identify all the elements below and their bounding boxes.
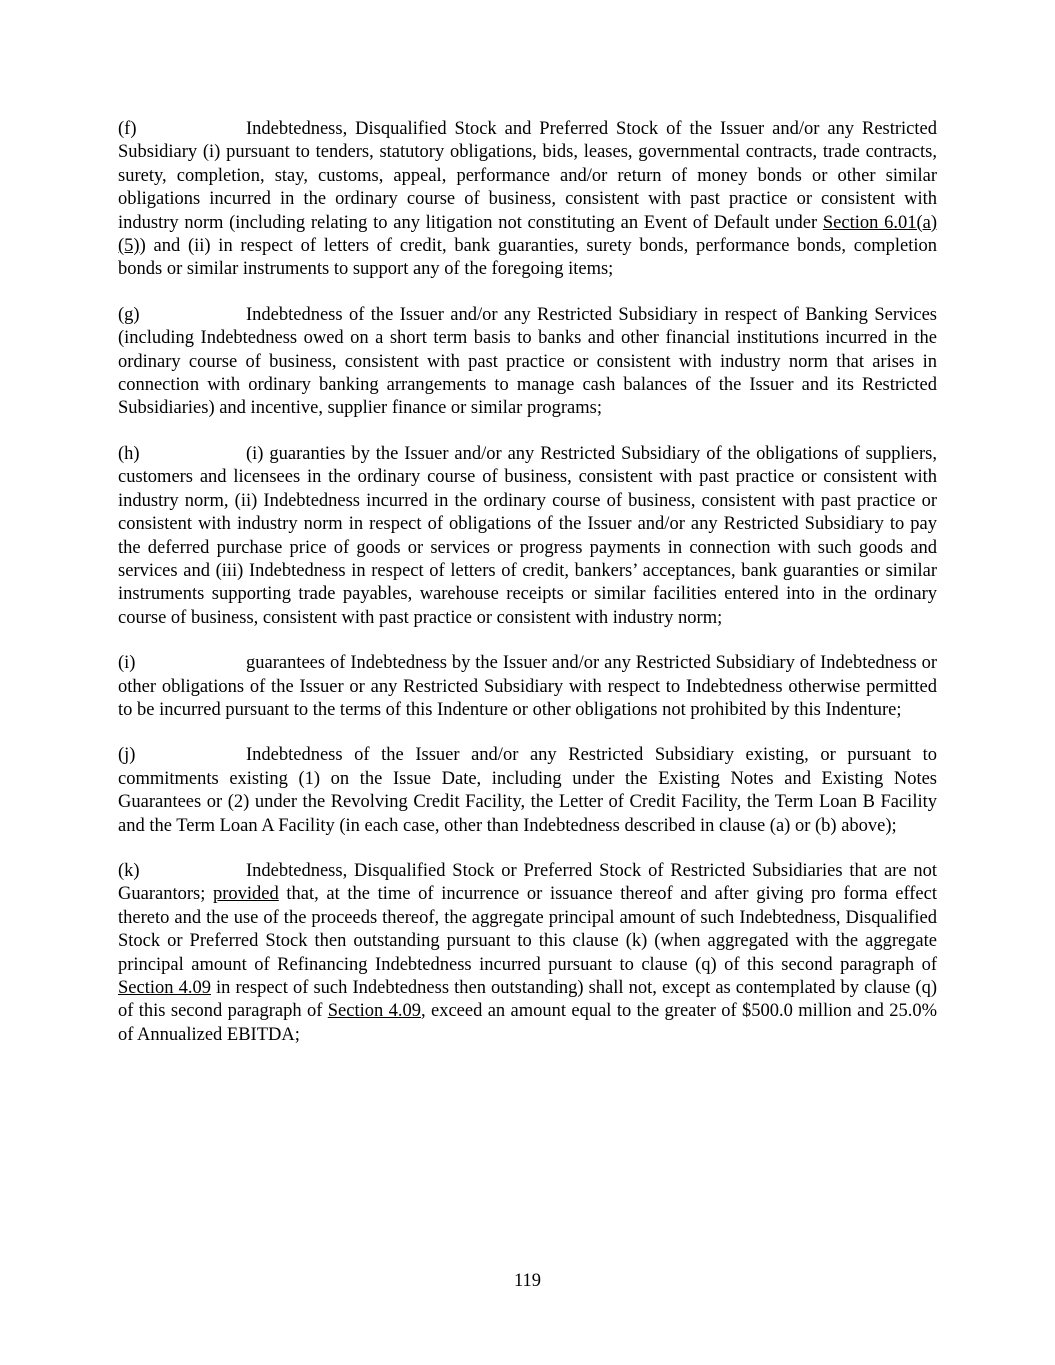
clause-paragraph [118, 652, 937, 722]
clause-marker: (f) [118, 119, 137, 139]
clause-indent [118, 860, 246, 883]
clause-paragraph [118, 443, 937, 630]
clause-indent [118, 118, 246, 141]
clause-text: ) and (ii) in respect of letters of credit, bank guaranties, surety bonds, performance bonds, completion bonds or similar instruments to support any of the foregoing items; [118, 236, 937, 280]
clause-text: Indebtedness of the Issuer and/or any Restricted Subsidiary in respect of Banking Services (including Indebtedness owed on a short term basis to banks and other financial institutions incurred in the ordinary course of business, consistent with past practice or consistent with industry norm that arises in connection with ordinary banking arrangements to manage cash balances of the Issuer and its Restricted Subsidiaries) and incentive, supplier finance or similar programs; [118, 304, 937, 419]
clause-paragraph [118, 304, 937, 421]
clause-indent [118, 443, 246, 466]
clause-marker: (h) [118, 443, 140, 464]
clause-indent [118, 304, 246, 327]
clause-marker: (g) [118, 304, 140, 325]
clause-text: guarantees of Indebtedness by the Issuer and/or any Restricted Subsidiary of Indebtedness or other obligations of the Issuer or any Restricted Subsidiary with respect to Indebtedness otherwise permitted to be incurred pursuant to the terms of this Indenture or other obligations not prohibited by this Indenture; [118, 653, 937, 720]
clause-indent [118, 744, 246, 767]
clause-marker: (k) [118, 860, 140, 881]
clause-text: that, at the time of incurrence or issuance thereof and after giving pro forma effect thereto and the use of the proceeds thereof, the aggregate principal amount of such Indebtedness, Disqualified Stock or Preferred Stock then outstanding pursuant to this clause (k) (when aggregated with the aggregate principal amount of Refinancing Indebtedness incurred pursuant to clause (q) of this second paragraph of [118, 884, 937, 975]
clause-text: in respect of such Indebtedness then outstanding) shall not, except as contemplated by clause (q) of this second paragraph of [118, 978, 937, 1022]
clause-paragraph [118, 744, 937, 838]
page-number: 119 [513, 1271, 542, 1291]
clause-paragraph [118, 860, 937, 1047]
clause-text: Indebtedness of the Issuer and/or any Restricted Subsidiary existing, or pursuant to commitments existing (1) on the Issue Date, including under the Existing Notes and Existing Notes Guarantees or (2) under the Revolving Credit Facility, the Letter of Credit Facility, the Term Loan B Facility and the Term Loan A Facility (in each case, other than Indebtedness described in clause (a) or (b) above); [118, 745, 937, 836]
clause-marker: (j) [118, 745, 136, 766]
section-reference: provided [212, 884, 279, 905]
clause-indent [118, 652, 246, 675]
clause-text: (i) guaranties by the Issuer and/or any Restricted Subsidiary of the obligations of suppliers, customers and licensees in the ordinary course of business, consistent with past practice or consistent with industry norm, (ii) Indebtedness incurred in the ordinary course of business, consistent with past practice or consistent with industry norm in respect of obligations of the Issuer and/or any Restricted Subsidiary to pay the deferred purchase price of goods or services or progress payments in connection with such goods and services and (iii) Indebtedness in respect of letters of credit, bankers’ acceptances, bank guaranties or similar instruments supporting trade payables, warehouse receipts or similar facilities entered into in the ordinary course of business, consistent with past practice or consistent with industry norm; [118, 443, 937, 628]
clause-paragraph [118, 118, 937, 282]
clause-text: Indebtedness, Disqualified Stock and Preferred Stock of the Issuer and/or any Restricted Subsidiary (i) pursuant to tenders, statutory obligations, bids, leases, governmental contracts, trade contracts, surety, completion, stay, customs, appeal, performance and/or return of money bonds or other similar obligations incurred in the ordinary course of business, consistent with past practice or consistent with industry norm (including relating to any litigation not constituting an Event of Default under [118, 119, 937, 233]
section-reference: Section 4.09 [118, 978, 211, 998]
clause-text: Indebtedness, Disqualified Stock or Preferred Stock of Restricted Subsidiaries that are not Guarantors; [118, 860, 937, 905]
clause-text: , exceed an amount equal to the greater of $500.0 million and 25.0% of Annualized EBITDA; [118, 1001, 937, 1045]
section-reference: Section 6.01(a)(5) [118, 212, 937, 257]
clause-marker: (i) [118, 653, 136, 674]
document-body [118, 118, 937, 1047]
section-reference: Section 4.09 [327, 1001, 421, 1022]
